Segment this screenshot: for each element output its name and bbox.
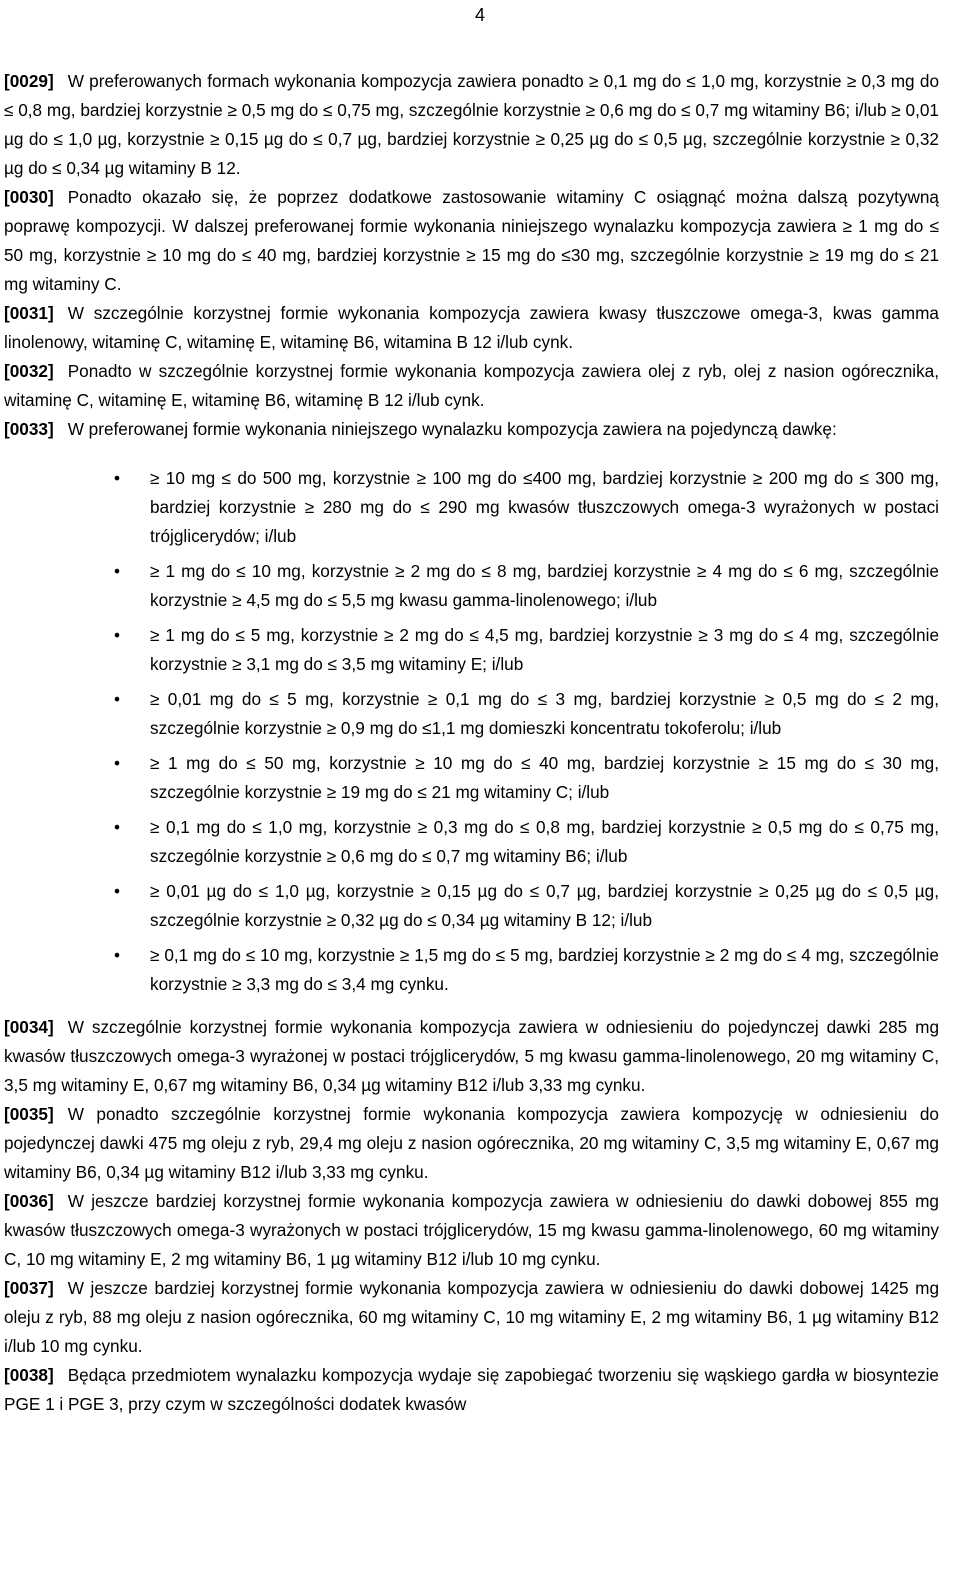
- paragraph-id: [0029]: [4, 71, 54, 91]
- paragraph-text: W jeszcze bardziej korzystnej formie wykonania kompozycja zawiera w odniesieniu do dawki dobowej 855 mg kwasów tłuszczowych omega-3 wyrażonych w postaci trójglicerydów, 15 mg kwasu gamma-linolenowego, 60 mg witaminy C, 10 mg witaminy E, 2 mg witaminy B6, 1 µg witaminy B12 i/lub 10 mg cynku.: [4, 1191, 939, 1269]
- paragraph-0037: [4, 1274, 939, 1361]
- paragraph-text: Ponadto okazało się, że poprzez dodatkowe zastosowanie witaminy C osiągnąć można dalszą pozytywną poprawę kompozycji. W dalszej preferowanej formie wykonania niniejszego wynalazku kompozycja zawiera ≥ 1 mg do ≤ 50 mg, korzystnie ≥ 10 mg do ≤ 40 mg, bardziej korzystnie ≥ 15 mg do ≤30 mg, szczególnie korzystnie ≥ 19 mg do ≤ 21 mg witaminy C.: [4, 187, 939, 294]
- paragraph-id: [0031]: [4, 303, 54, 323]
- paragraph-0030: [4, 183, 939, 299]
- list-item: • ≥ 10 mg ≤ do 500 mg, korzystnie ≥ 100 mg do ≤400 mg, bardziej korzystnie ≥ 200 mg do ≤ 300 mg, bardziej korzystnie ≥ 280 mg do ≤ 290 mg kwasów tłuszczowych omega-3 wyrażonych w postaci trójglicerydów; i/lub: [4, 464, 939, 551]
- paragraph-text: W szczególnie korzystnej formie wykonania kompozycja zawiera w odniesieniu do pojedynczej dawki 285 mg kwasów tłuszczowych omega-3 wyrażonej w postaci trójglicerydów, 5 mg kwasu gamma-linolenowego, 20 mg witaminy C, 3,5 mg witaminy E, 0,67 mg witaminy B6, 0,34 µg witaminy B12 i/lub 3,33 mg cynku.: [4, 1017, 939, 1095]
- list-item: • ≥ 1 mg do ≤ 50 mg, korzystnie ≥ 10 mg do ≤ 40 mg, bardziej korzystnie ≥ 15 mg do ≤ 30 mg, szczególnie korzystnie ≥ 19 mg do ≤ 21 mg witaminy C; i/lub: [4, 749, 939, 807]
- list-item: • ≥ 0,01 mg do ≤ 5 mg, korzystnie ≥ 0,1 mg do ≤ 3 mg, bardziej korzystnie ≥ 0,5 mg do ≤ 2 mg, szczególnie korzystnie ≥ 0,9 mg do ≤1,1 mg domieszki koncentratu tokoferolu; i/lub: [4, 685, 939, 743]
- list-item: • ≥ 1 mg do ≤ 5 mg, korzystnie ≥ 2 mg do ≤ 4,5 mg, bardziej korzystnie ≥ 3 mg do ≤ 4 mg, szczególnie korzystnie ≥ 3,1 mg do ≤ 3,5 mg witaminy E; i/lub: [4, 621, 939, 679]
- paragraph-text: W jeszcze bardziej korzystnej formie wykonania kompozycja zawiera w odniesieniu do dawki dobowej 1425 mg oleju z ryb, 88 mg oleju z nasion ogórecznika, 60 mg witaminy C, 10 mg witaminy E, 2 mg witaminy B6, 1 µg witaminy B12 i/lub 10 mg cynku.: [4, 1278, 939, 1356]
- list-item: • ≥ 0,1 mg do ≤ 1,0 mg, korzystnie ≥ 0,3 mg do ≤ 0,8 mg, bardziej korzystnie ≥ 0,5 mg do ≤ 0,75 mg, szczególnie korzystnie ≥ 0,6 mg do ≤ 0,7 mg witaminy B6; i/lub: [4, 813, 939, 871]
- list-item: • ≥ 0,01 µg do ≤ 1,0 µg, korzystnie ≥ 0,15 µg do ≤ 0,7 µg, bardziej korzystnie ≥ 0,25 µg do ≤ 0,5 µg, szczególnie korzystnie ≥ 0,32 µg do ≤ 0,34 µg witaminy B 12; i/lub: [4, 877, 939, 935]
- paragraph-text: W ponadto szczególnie korzystnej formie wykonania kompozycja zawiera kompozycję w odniesieniu do pojedynczej dawki 475 mg oleju z ryb, 29,4 mg oleju z nasion ogórecznika, 20 mg witaminy C, 3,5 mg witaminy E, 0,67 mg witaminy B6, 0,34 µg witaminy B12 i/lub 3,33 mg cynku.: [4, 1104, 939, 1182]
- paragraph-text: W szczególnie korzystnej formie wykonania kompozycja zawiera kwasy tłuszczowe omega-3, kwas gamma linolenowy, witaminę C, witaminę E, witaminę B6, witamina B 12 i/lub cynk.: [4, 303, 939, 352]
- paragraph-id: [0037]: [4, 1278, 54, 1298]
- paragraph-text: W preferowanej formie wykonania niniejszego wynalazku kompozycja zawiera na pojedynczą dawkę:: [67, 419, 837, 439]
- dosage-list: [4, 464, 939, 999]
- paragraph-0032: [4, 357, 939, 415]
- page-content: [4, 67, 939, 1419]
- paragraph-id: [0034]: [4, 1017, 54, 1037]
- paragraph-0031: [4, 299, 939, 357]
- paragraph-0029: [4, 67, 939, 183]
- list-item: • ≥ 1 mg do ≤ 10 mg, korzystnie ≥ 2 mg do ≤ 8 mg, bardziej korzystnie ≥ 4 mg do ≤ 6 mg, szczególnie korzystnie ≥ 4,5 mg do ≤ 5,5 mg kwasu gamma-linolenowego; i/lub: [4, 557, 939, 615]
- paragraph-id: [0035]: [4, 1104, 54, 1124]
- page-number: 4: [474, 5, 485, 25]
- paragraph-id: [0030]: [4, 187, 54, 207]
- paragraph-text: Ponadto w szczególnie korzystnej formie wykonania kompozycja zawiera olej z ryb, olej z nasion ogórecznika, witaminę C, witaminę E, witaminę B6, witaminę B 12 i/lub cynk.: [4, 361, 939, 410]
- paragraph-0038: [4, 1361, 939, 1419]
- paragraph-id: [0036]: [4, 1191, 54, 1211]
- paragraph-id: [0032]: [4, 361, 54, 381]
- paragraph-0034: [4, 1013, 939, 1100]
- paragraph-0035: [4, 1100, 939, 1187]
- list-item: • ≥ 0,1 mg do ≤ 10 mg, korzystnie ≥ 1,5 mg do ≤ 5 mg, bardziej korzystnie ≥ 2 mg do ≤ 4 mg, szczególnie korzystnie ≥ 3,3 mg do ≤ 3,4 mg cynku.: [4, 941, 939, 999]
- paragraph-0033: [4, 415, 939, 444]
- paragraph-0036: [4, 1187, 939, 1274]
- paragraph-text: W preferowanych formach wykonania kompozycja zawiera ponadto ≥ 0,1 mg do ≤ 1,0 mg, korzystnie ≥ 0,3 mg do ≤ 0,8 mg, bardziej korzystnie ≥ 0,5 mg do ≤ 0,75 mg, szczególnie korzystnie ≥ 0,6 mg do ≤ 0,7 mg witaminy B6; i/lub ≥ 0,01 µg do ≤ 1,0 µg, korzystnie ≥ 0,15 µg do ≤ 0,7 µg, bardziej korzystnie ≥ 0,25 µg do ≤ 0,5 µg, szczególnie korzystnie ≥ 0,32 µg do ≤ 0,34 µg witaminy B 12.: [4, 71, 939, 178]
- paragraph-text: Będąca przedmiotem wynalazku kompozycja wydaje się zapobiegać tworzeniu się wąskiego gardła w biosyntezie PGE 1 i PGE 3, przy czym w szczególności dodatek kwasów: [4, 1365, 939, 1414]
- paragraph-id: [0033]: [4, 419, 54, 439]
- paragraph-id: [0038]: [4, 1365, 54, 1385]
